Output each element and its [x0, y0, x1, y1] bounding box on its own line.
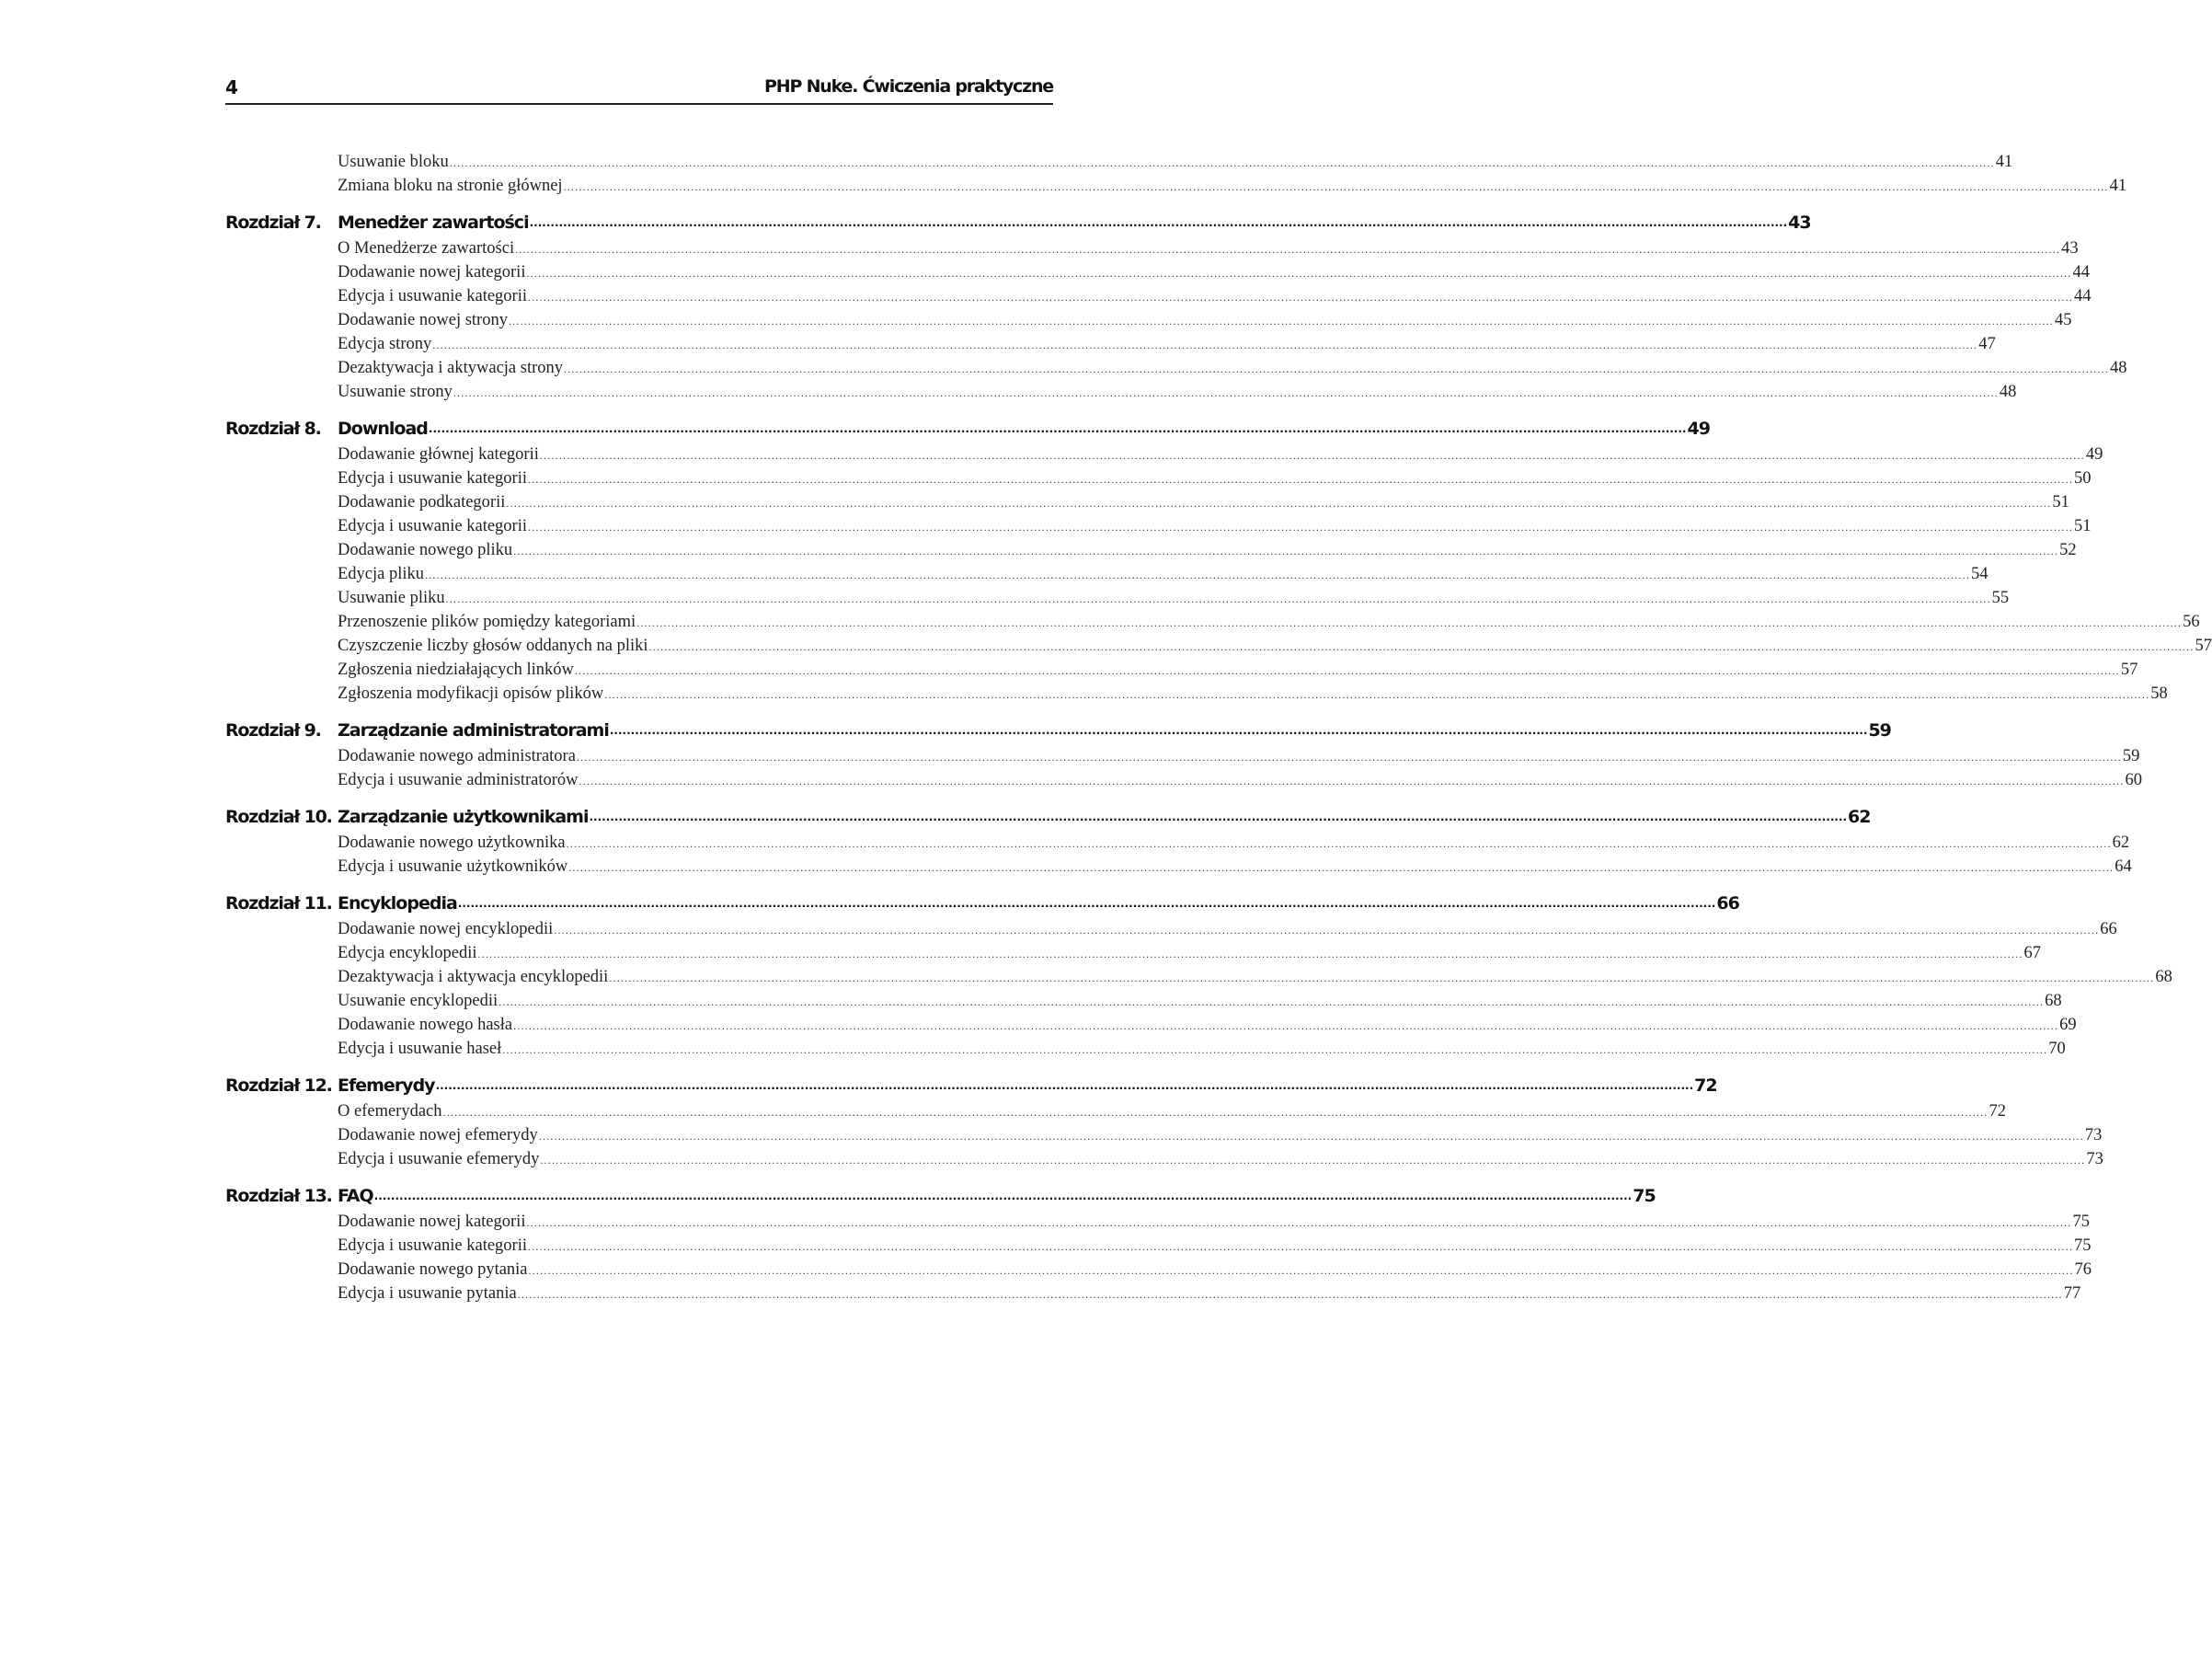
toc-entry-title: Edycja i usuwanie kategorii	[338, 517, 528, 535]
dot-leader: ................................................................................................................................................................................................................................................................................................................................................................................................................	[499, 995, 2045, 1008]
dot-leader: ............................................................................................................................................................................................................................................................................................................	[609, 724, 1868, 737]
toc-section-entry	[225, 441, 2103, 465]
toc-entry-title: Edycja i usuwanie kategorii	[338, 287, 528, 305]
toc-section-entry	[225, 259, 2090, 282]
toc-chapter-label: Rozdział 12.	[225, 1075, 332, 1096]
header-book-title: PHP Nuke. Ćwiczenia praktyczne	[764, 76, 1053, 97]
dot-leader: ................................................................................................................................................................................................................................................................................................................................................................................................................	[477, 948, 2023, 960]
toc-entry-title: Dezaktywacja i aktywacja encyklopedii	[338, 968, 609, 986]
toc-page-number: 75	[2074, 1236, 2092, 1255]
table-of-contents	[225, 148, 2212, 1304]
toc-chapter-label: Rozdział 7.	[225, 213, 321, 233]
toc-page-number: 75	[1633, 1186, 1656, 1206]
toc-entry-title: Edycja i usuwanie kategorii	[338, 469, 528, 488]
toc-section-entry	[225, 1145, 2103, 1169]
toc-chapter-entry	[225, 1175, 1656, 1206]
dot-leader: ............................................................................................................................................................................................................................................................................................................	[529, 216, 1788, 229]
dot-leader: ................................................................................................................................................................................................................................................................................................................................................................................................................	[563, 180, 2109, 193]
toc-page-number: 56	[2183, 613, 2200, 631]
dot-leader: ................................................................................................................................................................................................................................................................................................................................................................................................................	[566, 837, 2112, 850]
dot-leader: ................................................................................................................................................................................................................................................................................................................................................................................................................	[517, 1288, 2063, 1301]
toc-entry-title: Edycja i usuwanie użytkowników	[338, 857, 568, 876]
toc-entry-title: FAQ	[338, 1186, 373, 1206]
toc-entry-title: Zarządzanie administratorami	[338, 720, 609, 741]
toc-section-entry	[225, 330, 1996, 354]
toc-section-entry	[225, 584, 2010, 608]
toc-entry-title: Dodawanie nowej encyklopedii	[338, 920, 554, 938]
dot-leader: ................................................................................................................................................................................................................................................................................................................................................................................................................	[508, 315, 2054, 328]
toc-entry-title: Czyszczenie liczby głosów oddanych na pliki	[338, 637, 648, 655]
toc-entry-title: Edycja encyklopedii	[338, 944, 477, 962]
toc-page-number: 51	[2074, 517, 2092, 535]
toc-entry-title: Download	[338, 419, 428, 439]
toc-page-number: 43	[2061, 239, 2079, 258]
toc-page-number: 52	[2059, 541, 2077, 559]
dot-leader: ................................................................................................................................................................................................................................................................................................................................................................................................................	[526, 1216, 2072, 1229]
dot-leader: ............................................................................................................................................................................................................................................................................................................	[589, 811, 1848, 823]
toc-page-number: 76	[2074, 1260, 2092, 1279]
toc-entry-title: O efemerydach	[338, 1102, 442, 1121]
dot-leader: ................................................................................................................................................................................................................................................................................................................................................................................................................	[636, 616, 2183, 629]
dot-leader: ................................................................................................................................................................................................................................................................................................................................................................................................................	[449, 156, 1995, 169]
toc-entry-title: Zgłoszenia modyfikacji opisów plików	[338, 684, 604, 703]
toc-page-number: 68	[2045, 992, 2062, 1010]
dot-leader: ................................................................................................................................................................................................................................................................................................................................................................................................................	[648, 640, 2195, 653]
toc-entry-title: Zarządzanie użytkownikami	[338, 807, 589, 827]
toc-page-number: 47	[1978, 335, 1996, 353]
dot-leader: ................................................................................................................................................................................................................................................................................................................................................................................................................	[528, 521, 2074, 534]
toc-section-entry	[225, 1035, 2066, 1059]
toc-section-entry	[225, 1098, 2007, 1121]
dot-leader: ................................................................................................................................................................................................................................................................................................................................................................................................................	[506, 497, 2052, 510]
toc-entry-title: Dodawanie nowego pliku	[338, 541, 513, 559]
toc-section-entry	[225, 489, 2069, 512]
toc-section-entry	[225, 282, 2092, 306]
toc-entry-title: Dodawanie nowej efemerydy	[338, 1126, 538, 1144]
dot-leader: ................................................................................................................................................................................................................................................................................................................................................................................................................	[576, 751, 2122, 764]
toc-entry-title: Efemerydy	[338, 1075, 435, 1096]
toc-entry-title: Dodawanie podkategorii	[338, 493, 506, 512]
toc-entry-title: Edycja i usuwanie kategorii	[338, 1236, 528, 1255]
toc-page-number: 57	[2120, 661, 2138, 679]
dot-leader: ................................................................................................................................................................................................................................................................................................................................................................................................................	[539, 449, 2085, 462]
toc-entry-title: Edycja strony	[338, 335, 432, 353]
toc-entry-title: Dezaktywacja i aktywacja strony	[338, 359, 564, 377]
toc-page-number: 69	[2059, 1016, 2077, 1034]
header-page-number: 4	[225, 76, 237, 98]
toc-chapter-entry	[225, 796, 1871, 827]
toc-section-entry	[225, 680, 2168, 704]
dot-leader: ................................................................................................................................................................................................................................................................................................................................................................................................................	[528, 1240, 2074, 1253]
toc-chapter-label: Rozdział 11.	[225, 893, 332, 914]
toc-page-number: 41	[1995, 153, 2013, 171]
toc-entry-title: Dodawanie nowej strony	[338, 311, 508, 329]
toc-entry-title: Usuwanie pliku	[338, 589, 445, 607]
toc-page-number: 49	[1687, 419, 1710, 439]
toc-page-number: 59	[2122, 747, 2140, 765]
toc-page-number: 51	[2052, 493, 2069, 512]
toc-chapter-entry	[225, 709, 1891, 741]
toc-section-entry	[225, 829, 2130, 853]
dot-leader: ................................................................................................................................................................................................................................................................................................................................................................................................................	[609, 971, 2155, 984]
dot-leader: ................................................................................................................................................................................................................................................................................................................................................................................................................	[432, 339, 1978, 351]
toc-page-number: 59	[1868, 720, 1891, 741]
toc-chapter-entry	[225, 1064, 1717, 1096]
toc-section-entry	[225, 742, 2140, 766]
toc-page-number: 66	[1716, 893, 1739, 914]
dot-leader: ................................................................................................................................................................................................................................................................................................................................................................................................................	[513, 545, 2059, 558]
toc-page-number: 68	[2155, 968, 2172, 986]
toc-page-number: 72	[1694, 1075, 1717, 1096]
toc-section-entry	[225, 536, 2077, 560]
toc-section-entry	[225, 963, 2172, 987]
dot-leader: ................................................................................................................................................................................................................................................................................................................................................................................................................	[528, 291, 2074, 304]
toc-page-number: 45	[2054, 311, 2072, 329]
dot-leader: ................................................................................................................................................................................................................................................................................................................................................................................................................	[540, 1154, 2086, 1167]
dot-leader: ................................................................................................................................................................................................................................................................................................................................................................................................................	[513, 1019, 2059, 1032]
toc-page-number: 54	[1971, 565, 1989, 583]
dot-leader: ................................................................................................................................................................................................................................................................................................................................................................................................................	[554, 924, 2100, 937]
toc-page-number: 66	[2100, 920, 2117, 938]
toc-section-entry	[225, 1011, 2077, 1035]
toc-page-number: 57	[2195, 637, 2212, 655]
toc-page-number: 41	[2109, 177, 2127, 195]
toc-section-entry	[225, 235, 2079, 259]
toc-chapter-label: Rozdział 10.	[225, 807, 332, 827]
toc-entry-title: Dodawanie nowego administratora	[338, 747, 576, 765]
toc-page-number: 58	[2150, 684, 2168, 703]
toc-chapter-label: Rozdział 13.	[225, 1186, 332, 1206]
toc-entry-title: Przenoszenie plików pomiędzy kategoriami	[338, 613, 636, 631]
toc-page-number: 50	[2074, 469, 2092, 488]
toc-page-number: 70	[2048, 1040, 2066, 1058]
toc-page-number: 73	[2086, 1150, 2103, 1168]
dot-leader: ................................................................................................................................................................................................................................................................................................................................................................................................................	[574, 664, 2120, 677]
toc-page-number: 48	[1999, 383, 2017, 401]
dot-leader: ................................................................................................................................................................................................................................................................................................................................................................................................................	[442, 1106, 1989, 1119]
dot-leader: ................................................................................................................................................................................................................................................................................................................................................................................................................	[568, 861, 2115, 874]
toc-chapter-entry	[225, 882, 1739, 914]
toc-section-entry	[225, 656, 2138, 680]
toc-page-number: 44	[2072, 263, 2090, 282]
toc-page-number: 75	[2072, 1213, 2090, 1231]
toc-entry-title: Zgłoszenia niedziałających linków	[338, 661, 574, 679]
dot-leader: ............................................................................................................................................................................................................................................................................................................	[457, 897, 1716, 910]
toc-entry-title: Edycja i usuwanie haseł	[338, 1040, 502, 1058]
dot-leader: ............................................................................................................................................................................................................................................................................................................	[428, 422, 1687, 435]
toc-entry-title: Dodawanie nowego hasła	[338, 1016, 513, 1034]
toc-section-entry	[225, 1121, 2103, 1145]
toc-entry-title: Dodawanie nowej kategorii	[338, 263, 526, 282]
dot-leader: ................................................................................................................................................................................................................................................................................................................................................................................................................	[526, 267, 2072, 280]
toc-entry-title: Dodawanie głównej kategorii	[338, 445, 539, 464]
toc-entry-title: Usuwanie strony	[338, 383, 453, 401]
toc-chapter-entry	[225, 201, 1811, 233]
dot-leader: ................................................................................................................................................................................................................................................................................................................................................................................................................	[425, 569, 1971, 581]
toc-section-entry	[225, 465, 2092, 489]
dot-leader: ............................................................................................................................................................................................................................................................................................................	[435, 1079, 1694, 1092]
toc-section-entry	[225, 632, 2212, 656]
toc-section-entry	[225, 1280, 2081, 1304]
toc-page-number: 77	[2063, 1284, 2081, 1303]
toc-chapter-label: Rozdział 8.	[225, 419, 321, 439]
toc-entry-title: Edycja pliku	[338, 565, 425, 583]
toc-page-number: 67	[2023, 944, 2042, 962]
toc-page-number: 73	[2084, 1126, 2103, 1144]
toc-section-entry	[225, 354, 2127, 378]
toc-section-entry	[225, 560, 1989, 584]
toc-section-entry	[225, 1256, 2092, 1280]
toc-entry-title: Usuwanie bloku	[338, 153, 449, 171]
dot-leader: ............................................................................................................................................................................................................................................................................................................	[373, 1190, 1633, 1202]
toc-page-number: 48	[2110, 359, 2127, 377]
dot-leader: ................................................................................................................................................................................................................................................................................................................................................................................................................	[528, 1264, 2074, 1277]
dot-leader: ................................................................................................................................................................................................................................................................................................................................................................................................................	[453, 386, 1999, 399]
dot-leader: ................................................................................................................................................................................................................................................................................................................................................................................................................	[515, 243, 2061, 256]
toc-section-entry	[225, 608, 2200, 632]
toc-section-entry	[225, 1232, 2092, 1256]
dot-leader: ................................................................................................................................................................................................................................................................................................................................................................................................................	[579, 775, 2125, 788]
toc-chapter-entry	[225, 408, 1710, 439]
toc-page-number: 49	[2085, 445, 2103, 464]
dot-leader: ................................................................................................................................................................................................................................................................................................................................................................................................................	[502, 1043, 2048, 1056]
toc-section-entry	[225, 172, 2127, 196]
toc-entry-title: Usuwanie encyklopedii	[338, 992, 499, 1010]
toc-section-entry	[225, 1208, 2090, 1232]
toc-entry-title: Edycja i usuwanie pytania	[338, 1284, 517, 1303]
toc-entry-title: Dodawanie nowej kategorii	[338, 1213, 526, 1231]
toc-page-number: 72	[1989, 1102, 2007, 1121]
running-header	[225, 74, 1053, 105]
dot-leader: ................................................................................................................................................................................................................................................................................................................................................................................................................	[445, 592, 1991, 605]
toc-section-entry	[225, 915, 2117, 939]
toc-section-entry	[225, 378, 2017, 402]
toc-entry-title: Zmiana bloku na stronie głównej	[338, 177, 563, 195]
toc-page-number: 62	[1848, 807, 1871, 827]
toc-page-number: 55	[1991, 589, 2010, 607]
toc-section-entry	[225, 987, 2062, 1011]
toc-section-entry	[225, 512, 2092, 536]
toc-section-entry	[225, 939, 2042, 963]
toc-entry-title: Edycja i usuwanie administratorów	[338, 771, 579, 789]
toc-entry-title: Dodawanie nowego pytania	[338, 1260, 528, 1279]
toc-entry-title: Edycja i usuwanie efemerydy	[338, 1150, 540, 1168]
toc-section-entry	[225, 766, 2143, 790]
toc-entry-title: Dodawanie nowego użytkownika	[338, 834, 566, 852]
toc-chapter-label: Rozdział 9.	[225, 720, 321, 741]
toc-page-number: 64	[2115, 857, 2132, 876]
dot-leader: ................................................................................................................................................................................................................................................................................................................................................................................................................	[604, 688, 2150, 701]
toc-page-number: 62	[2112, 834, 2130, 852]
toc-page-number: 60	[2125, 771, 2143, 789]
dot-leader: ................................................................................................................................................................................................................................................................................................................................................................................................................	[538, 1130, 2084, 1143]
toc-entry-title: O Menedżerze zawartości	[338, 239, 515, 258]
toc-page-number: 43	[1788, 213, 1811, 233]
dot-leader: ................................................................................................................................................................................................................................................................................................................................................................................................................	[564, 362, 2110, 375]
toc-section-entry	[225, 306, 2072, 330]
toc-section-entry	[225, 853, 2132, 877]
dot-leader: ................................................................................................................................................................................................................................................................................................................................................................................................................	[528, 473, 2074, 486]
toc-entry-title: Encyklopedia	[338, 893, 457, 914]
toc-section-entry	[225, 148, 2013, 172]
toc-page-number: 44	[2074, 287, 2092, 305]
toc-entry-title: Menedżer zawartości	[338, 213, 529, 233]
